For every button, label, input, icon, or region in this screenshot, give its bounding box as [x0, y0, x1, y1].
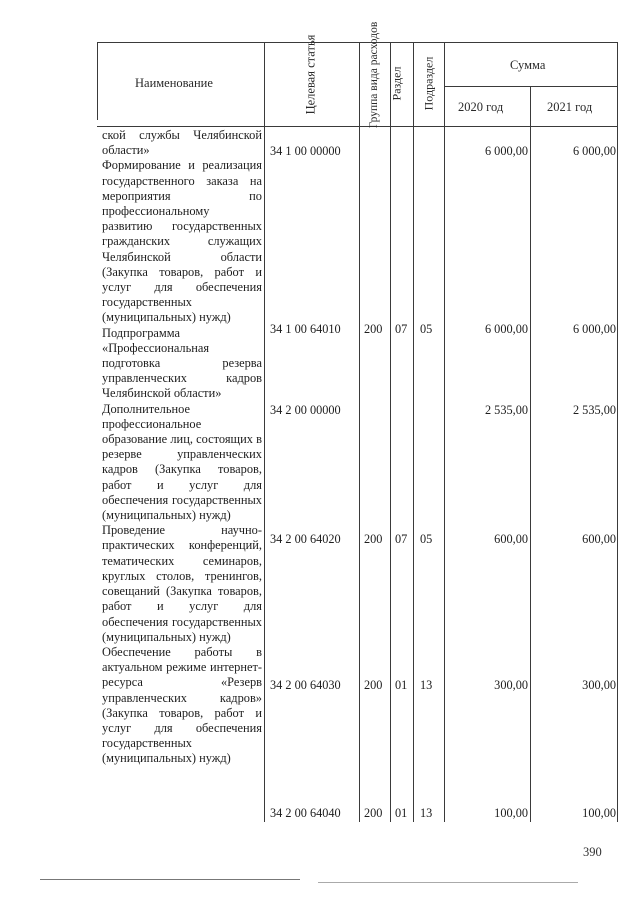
- page-number: 390: [583, 845, 602, 859]
- row-name: Подпрограмма «Профессиональная подготовка резерва управленческих кадров Челябинской области»: [102, 325, 262, 401]
- name-column: [102, 128, 262, 767]
- column-border-right: [617, 42, 618, 822]
- row-code: 34 2 00 64020: [270, 532, 341, 546]
- header-subsection: Подраздел: [421, 56, 436, 111]
- row-code: 34 2 00 64030: [270, 678, 341, 692]
- row-sum-2020: 100,00: [494, 806, 528, 820]
- header-expense-group: Группа вида расходов: [368, 21, 380, 129]
- row-sum-2021: 6 000,00: [572, 322, 616, 336]
- row-sum-2020: 2 535,00: [484, 403, 528, 417]
- column-border-left: [97, 42, 98, 120]
- row-code: 34 2 00 64040: [270, 806, 341, 820]
- row-name: Проведение научно-практических конференций, тематических семинаров, круглых столов, тренингов, совещаний (Закупка товаров, работ и услуг для обеспечения государственных (муниципальных) нужд): [102, 523, 262, 644]
- row-sum-2020: 6 000,00: [484, 322, 528, 336]
- row-code: 34 2 00 00000: [270, 403, 341, 417]
- column-border-section: [413, 42, 414, 822]
- row-name: Обеспечение работы в актуальном режиме интернет-ресурса «Резерв управленческих кадров» (Закупка товаров, работ и услуг для обеспечения государственных (муниципальных) нужд): [102, 644, 262, 766]
- column-border-subsection: [444, 42, 445, 822]
- sum-header-divider: [444, 86, 618, 87]
- column-border-2020: [530, 86, 531, 822]
- row-sum-2020: 300,00: [494, 678, 528, 692]
- row-name: ской службы Челябинской области»: [102, 128, 262, 158]
- header-bottom-border: [97, 126, 618, 127]
- row-section: 07: [395, 532, 408, 546]
- row-group: 200: [364, 678, 383, 692]
- row-section: 07: [395, 322, 408, 336]
- row-group: 200: [364, 806, 383, 820]
- row-sum-2021: 100,00: [582, 806, 616, 820]
- row-section: 01: [395, 678, 408, 692]
- row-sum-2021: 2 535,00: [572, 403, 616, 417]
- header-sum: Сумма: [510, 58, 546, 72]
- column-border-code: [359, 42, 360, 822]
- row-subsection: 13: [420, 806, 433, 820]
- column-border-name: [264, 42, 265, 822]
- scan-line: [40, 879, 300, 880]
- row-group: 200: [364, 532, 383, 546]
- column-border-group: [390, 42, 391, 822]
- row-section: 01: [395, 806, 408, 820]
- header-name: Наименование: [135, 76, 213, 90]
- row-sum-2021: 300,00: [582, 678, 616, 692]
- row-code: 34 1 00 00000: [270, 144, 341, 158]
- row-subsection: 05: [420, 532, 433, 546]
- row-subsection: 05: [420, 322, 433, 336]
- row-sum-2021: 6 000,00: [572, 144, 616, 158]
- header-year-2021: 2021 год: [547, 100, 593, 114]
- row-group: 200: [364, 322, 383, 336]
- header-year-2020: 2020 год: [458, 100, 504, 114]
- scan-line: [318, 882, 578, 883]
- row-name: Дополнительное профессиональное образование лиц, состоящих в резерве управленческих кадров (Закупка товаров, работ и услуг для обеспечения государственных (муниципальных) нужд): [102, 401, 262, 523]
- header-target-article: Целевая статья: [303, 34, 318, 115]
- header-section: Раздел: [389, 66, 404, 101]
- row-sum-2021: 600,00: [582, 532, 616, 546]
- row-sum-2020: 6 000,00: [484, 144, 528, 158]
- row-sum-2020: 600,00: [494, 532, 528, 546]
- row-subsection: 13: [420, 678, 433, 692]
- row-name: Формирование и реализация государственного заказа на мероприятия по профессиональному развитию государственных гражданских служащих Челябинской области (Закупка товаров, работ и услуг для обеспечения государственных (муниципальных) нужд): [102, 158, 262, 325]
- row-code: 34 1 00 64010: [270, 322, 341, 336]
- table-top-border: [97, 42, 618, 43]
